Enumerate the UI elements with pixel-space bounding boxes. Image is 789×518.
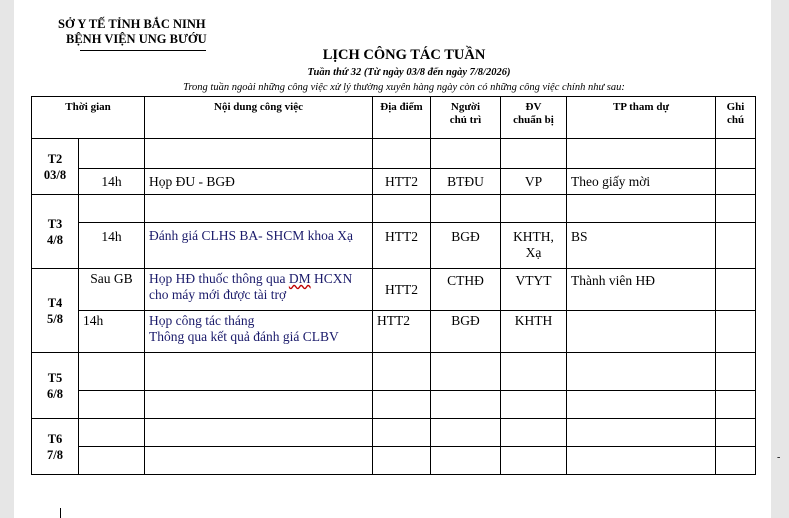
day-cell-t2: [32, 139, 79, 195]
table-row: [32, 391, 756, 419]
day-date: 4/8: [47, 232, 63, 247]
col-notes-header-line2: chú: [726, 114, 745, 126]
day-label: T3: [47, 216, 63, 231]
prep-cell: KHTH: [501, 311, 567, 353]
table-row: [32, 353, 756, 391]
day-label: T4: [47, 295, 63, 310]
attend-cell: Theo giấy mời: [567, 169, 716, 195]
col-notes-header: [716, 97, 756, 139]
table-row: [32, 169, 756, 195]
table-row: [32, 447, 756, 475]
day-cell-t5: [32, 353, 79, 419]
day-cell-t6: [32, 419, 79, 475]
day-label: T2: [47, 151, 63, 166]
org-underline: [80, 50, 206, 51]
document-page: [14, 0, 781, 518]
header-row: [32, 97, 756, 139]
col-attend-header: TP tham dự: [567, 97, 716, 139]
host-cell: BGĐ: [431, 311, 501, 353]
document-note: Trong tuần ngoài những công việc xử lý thường xuyên hàng ngày còn có những công việc chính như sau:: [183, 82, 625, 93]
col-time-header: Thời gian: [32, 97, 145, 139]
document-title: LỊCH CÔNG TÁC TUẦN: [322, 47, 486, 63]
content-part: Họp HĐ thuốc thông qua: [149, 271, 289, 286]
schedule-table: [31, 96, 756, 475]
content-line1: Họp công tác tháng: [149, 313, 255, 328]
stray-dash: -: [777, 452, 781, 463]
table-row: [32, 139, 756, 169]
day-label: T5: [47, 370, 63, 385]
host-cell: BTĐU: [431, 169, 501, 195]
day-label: T6: [47, 431, 63, 446]
attend-cell: Thành viên HĐ: [567, 269, 716, 311]
col-host-header-line1: Người: [450, 101, 481, 113]
org-line-2: BỆNH VIỆN UNG BƯỚU: [66, 32, 207, 46]
host-cell: CTHĐ: [431, 269, 501, 311]
table-row: [32, 195, 756, 223]
document-subtitle: Tuần thứ 32 (Từ ngày 03/8 đến ngày 7/8/2026): [307, 67, 511, 78]
table-row: [32, 223, 756, 269]
col-notes-header-line1: Ghi: [726, 101, 745, 113]
table-row: [32, 419, 756, 447]
prep-cell: VP: [501, 169, 567, 195]
place-cell: HTT2: [373, 223, 431, 269]
col-prep-header: [501, 97, 567, 139]
place-cell: HTT2: [373, 269, 431, 311]
col-host-header: [431, 97, 501, 139]
content-cell: Họp ĐU - BGĐ: [145, 169, 373, 195]
host-cell: BGĐ: [431, 223, 501, 269]
day-date: 5/8: [47, 311, 63, 326]
prep-cell: VTYT: [501, 269, 567, 311]
day-date: 03/8: [43, 167, 67, 182]
time-cell: 14h: [79, 223, 145, 269]
day-date: 6/8: [47, 386, 63, 401]
prep-cell: KHTH, Xạ: [501, 223, 567, 269]
content-cell: [145, 269, 373, 311]
content-line2: Thông qua kết quả đánh giá CLBV: [149, 329, 339, 344]
col-prep-header-line1: ĐV: [525, 101, 542, 113]
spellcheck-word: DM: [288, 271, 311, 286]
place-cell: HTT2: [373, 169, 431, 195]
day-cell-t4: [32, 269, 79, 353]
attend-cell: BS: [567, 223, 716, 269]
table-row: [32, 269, 756, 311]
content-cell: [145, 311, 373, 353]
time-cell: 14h: [79, 169, 145, 195]
content-cell: Đánh giá CLHS BA- SHCM khoa Xạ: [145, 223, 373, 269]
table-row: [32, 311, 756, 353]
col-prep-header-line2: chuẩn bị: [513, 114, 554, 126]
time-cell: 14h: [79, 311, 145, 353]
org-line-1: SỞ Y TẾ TỈNH BẮC NINH: [58, 17, 206, 31]
day-date: 7/8: [47, 447, 63, 462]
col-host-header-line2: chủ trì: [449, 114, 482, 126]
place-cell: HTT2: [373, 311, 431, 353]
col-place-header: Địa điểm: [373, 97, 431, 139]
col-content-header: Nội dung công việc: [145, 97, 373, 139]
time-cell: Sau GB: [79, 269, 145, 311]
content-part: HCXN cho máy mới được tài trợ: [149, 271, 353, 302]
text-cursor: [60, 508, 61, 518]
day-cell-t3: [32, 195, 79, 269]
